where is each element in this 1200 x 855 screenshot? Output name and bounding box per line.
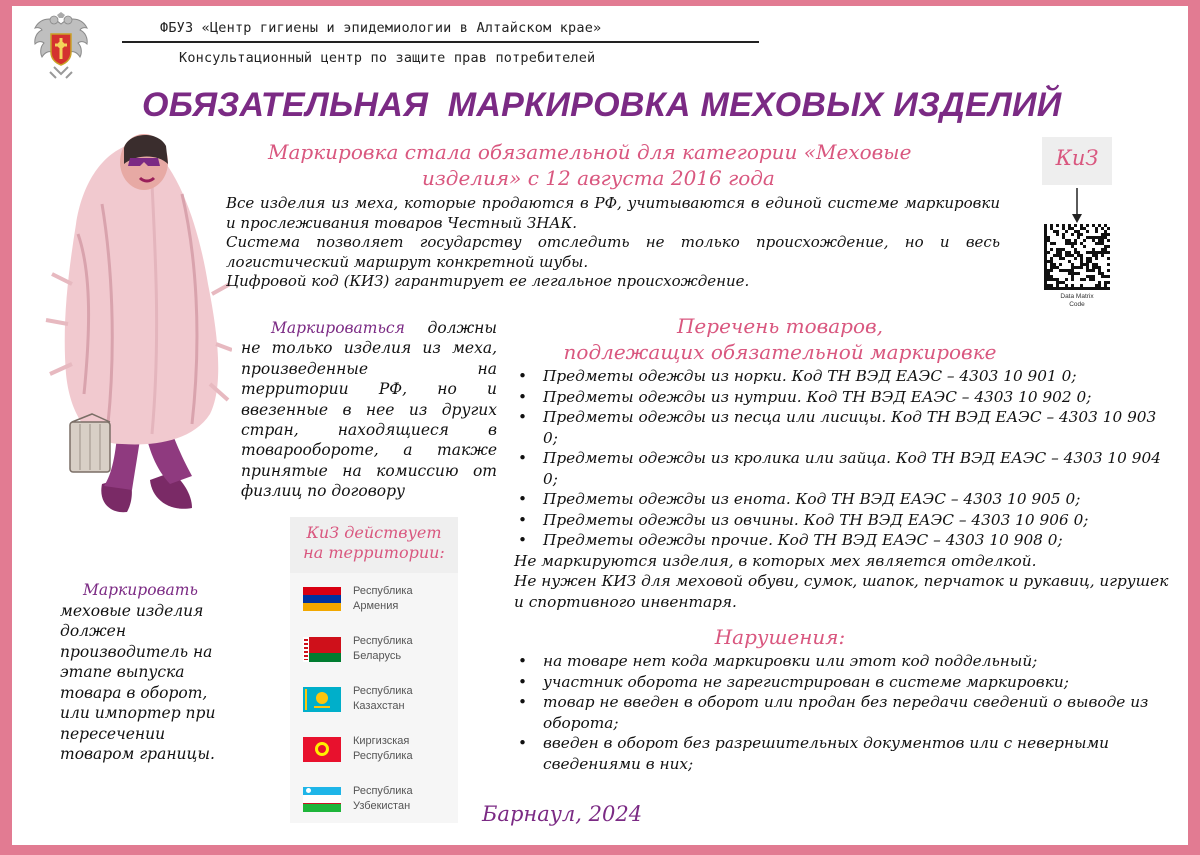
violation-item: • товар не введен в оборот или продан без передачи сведений о выводе из оборота; (514, 692, 1174, 733)
eagle-emblem-icon (32, 12, 90, 84)
country-kazakhstan (290, 677, 458, 721)
goods-item: • Предметы одежды из нутрии. Код ТН ВЭД ЕАЭС – 4303 10 902 0; (514, 387, 1174, 408)
country-name: Республика (353, 635, 413, 647)
violations-list (514, 651, 1174, 774)
data-matrix-caption (1042, 293, 1112, 309)
country-name: Армения (353, 600, 399, 612)
fur-coat-illustration (32, 124, 232, 519)
intro-paragraph: Система позволяет государству отследить не только происхождение, но и весь логистический маршрут конкретной шубы. (226, 233, 1000, 271)
goods-item: • Предметы одежды из песца или лисицы. Код ТН ВЭД ЕАЭС – 4303 10 903 0; (514, 407, 1174, 448)
country-name: Беларусь (353, 650, 402, 662)
intro-paragraph: Цифровой код (КИЗ) гарантирует ее легальное происхождение. (226, 272, 750, 290)
intro-paragraph: Все изделия из меха, которые продаются в РФ, учитываются в единой системе маркировки и прослеживания товаров Честный ЗНАК. (226, 194, 1000, 232)
territory-box (290, 517, 458, 823)
country-kyrgyzstan (290, 727, 458, 771)
violation-item: • участник оборота не зарегистрирован в системе маркировки; (514, 672, 1174, 693)
caption-line: Data Matrix (1060, 293, 1094, 300)
who-marks-text (60, 580, 238, 765)
intro-heading-1: Маркировка стала обязательной для категории «Меховые (268, 140, 912, 164)
kiz-label: КиЗ (1055, 146, 1099, 170)
org-name: ФБУЗ «Центр гигиены и эпидемиологии в Алтайском крае» (160, 20, 602, 36)
flag-armenia-icon (303, 587, 341, 612)
country-uzbekistan (290, 777, 458, 821)
caption-line: Code (1069, 301, 1085, 308)
goods-item: • Предметы одежды из овчины. Код ТН ВЭД ЕАЭС – 4303 10 906 0; (514, 510, 1174, 531)
goods-list (514, 366, 1174, 551)
flag-uzbekistan-icon (303, 787, 341, 812)
flag-kazakhstan-icon (303, 687, 341, 712)
country-name: Киргизская (353, 735, 410, 747)
flag-kyrgyzstan-icon (303, 737, 341, 762)
goods-item: • Предметы одежды из енота. Код ТН ВЭД ЕАЭС – 4303 10 905 0; (514, 489, 1174, 510)
territory-title-1: КиЗ действует (306, 523, 442, 542)
country-armenia (290, 577, 458, 621)
page-title: ОБЯЗАТЕЛЬНАЯ МАРКИРОВКА МЕХОВЫХ ИЗДЕЛИЙ (142, 86, 1062, 124)
footer-city-year: Барнаул, 2024 (482, 802, 643, 826)
country-name: Республика (353, 785, 413, 797)
country-name: Узбекистан (353, 800, 411, 812)
arrow-down-icon (1070, 188, 1084, 224)
country-name: Казахстан (353, 700, 405, 712)
violation-item: • на товаре нет кода маркировки или этот код поддельный; (514, 651, 1174, 672)
intro-text (226, 194, 1000, 292)
goods-section (514, 366, 1174, 612)
who-marked-text (241, 318, 497, 502)
country-belarus (290, 627, 458, 671)
center-name: Консультационный центр по защите прав потребителей (179, 50, 596, 66)
violations-title: Нарушения: (714, 625, 846, 649)
goods-note: Не маркируются изделия, в которых мех является отделкой. (514, 551, 1037, 570)
country-name: Республика (353, 585, 413, 597)
goods-title-1: Перечень товаров, (676, 314, 884, 338)
country-name: Республика (353, 685, 413, 697)
territory-title-2: на территории: (303, 543, 445, 562)
flag-belarus-icon (303, 637, 341, 662)
who-marked-body: должны не только изделия из меха, произведенные на территории РФ, но и ввезенные в нее из других стран, находящиеся в товарообороте, а также принятые на комиссию от физлиц по договору (241, 319, 497, 501)
goods-item: • Предметы одежды из кролика или зайца. Код ТН ВЭД ЕАЭС – 4303 10 904 0; (514, 448, 1174, 489)
data-matrix-code (1044, 224, 1110, 290)
goods-title-2: подлежащих обязательной маркировке (563, 340, 997, 364)
goods-note: Не нужен КИЗ для меховой обуви, сумок, шапок, перчаток и рукавиц, игрушек и спортивного инвентаря. (514, 572, 1169, 611)
intro-heading-2: изделия» с 12 августа 2016 года (422, 166, 775, 190)
goods-item: • Предметы одежды из норки. Код ТН ВЭД ЕАЭС – 4303 10 901 0; (514, 366, 1174, 387)
who-marked-lead: Маркироваться (271, 319, 405, 337)
country-name: Республика (353, 750, 413, 762)
who-marks-body: меховые изделия должен производитель на этапе выпуска товара в оборот, или импортер при пересечении товаром границы. (60, 601, 216, 763)
who-marks-lead: Маркировать (83, 581, 198, 599)
violations-section (514, 651, 1174, 774)
poster (12, 6, 1188, 845)
goods-item: • Предметы одежды прочие. Код ТН ВЭД ЕАЭС – 4303 10 908 0; (514, 530, 1174, 551)
header-divider (122, 41, 759, 43)
violation-item: • введен в оборот без разрешительных документов или с неверными сведениями в них; (514, 733, 1174, 774)
